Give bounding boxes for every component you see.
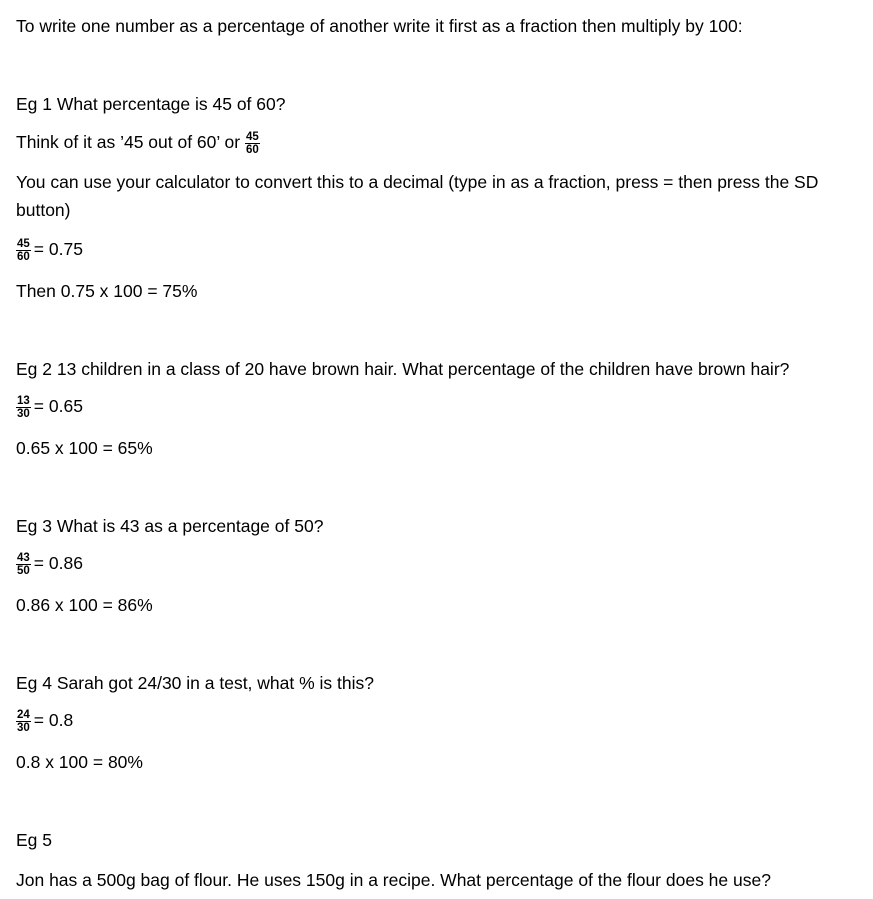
eg1-think-text: Think of it as ’45 out of 60’ or	[16, 132, 241, 153]
eg1-fraction	[16, 238, 31, 263]
eg3-question: Eg 3 What is 43 as a percentage of 50?	[16, 516, 324, 536]
fraction-denominator: 30	[17, 722, 30, 734]
fraction-numerator: 43	[17, 552, 30, 564]
eg1-decimal: = 0.75	[33, 239, 83, 260]
fraction-numerator: 45	[245, 131, 259, 143]
eg1-think-line	[16, 131, 263, 156]
eg1-think-fraction	[245, 131, 260, 156]
eg4-result: 0.8 x 100 = 80%	[16, 752, 143, 772]
eg1-calculator-note: You can use your calculator to convert this to a decimal (type in as a fraction, press = then press the SD button)	[16, 172, 819, 220]
fraction-denominator: 50	[17, 565, 30, 577]
fraction-denominator: 30	[17, 408, 30, 420]
eg2-decimal: = 0.65	[33, 396, 83, 417]
eg4-question: Eg 4 Sarah got 24/30 in a test, what % is this?	[16, 673, 374, 693]
eg4-decimal: = 0.8	[33, 710, 74, 731]
eg2-fraction	[16, 395, 31, 420]
eg5-label: Eg 5	[16, 830, 52, 850]
eg4-fraction	[16, 709, 31, 734]
eg3-decimal: = 0.86	[33, 553, 83, 574]
eg1-question: Eg 1 What percentage is 45 of 60?	[16, 94, 286, 114]
eg2-question: Eg 2 13 children in a class of 20 have brown hair. What percentage of the children have brown hair?	[16, 359, 790, 379]
eg1-fraction-line	[16, 238, 83, 263]
fraction-denominator: 60	[245, 144, 259, 156]
eg3-fraction	[16, 552, 31, 577]
intro-text: To write one number as a percentage of another write it first as a fraction then multiply by 100:	[16, 16, 743, 36]
eg2-fraction-line	[16, 395, 83, 420]
eg2-result: 0.65 x 100 = 65%	[16, 438, 153, 458]
fraction-numerator: 45	[17, 238, 30, 250]
fraction-denominator: 60	[17, 251, 30, 263]
eg3-result: 0.86 x 100 = 86%	[16, 595, 153, 615]
eg5-question: Jon has a 500g bag of flour. He uses 150g in a recipe. What percentage of the flour does he use?	[16, 870, 771, 890]
fraction-numerator: 13	[17, 395, 30, 407]
eg3-fraction-line	[16, 552, 83, 577]
fraction-numerator: 24	[17, 709, 30, 721]
eg1-result: Then 0.75 x 100 = 75%	[16, 281, 198, 301]
eg4-fraction-line	[16, 709, 73, 734]
